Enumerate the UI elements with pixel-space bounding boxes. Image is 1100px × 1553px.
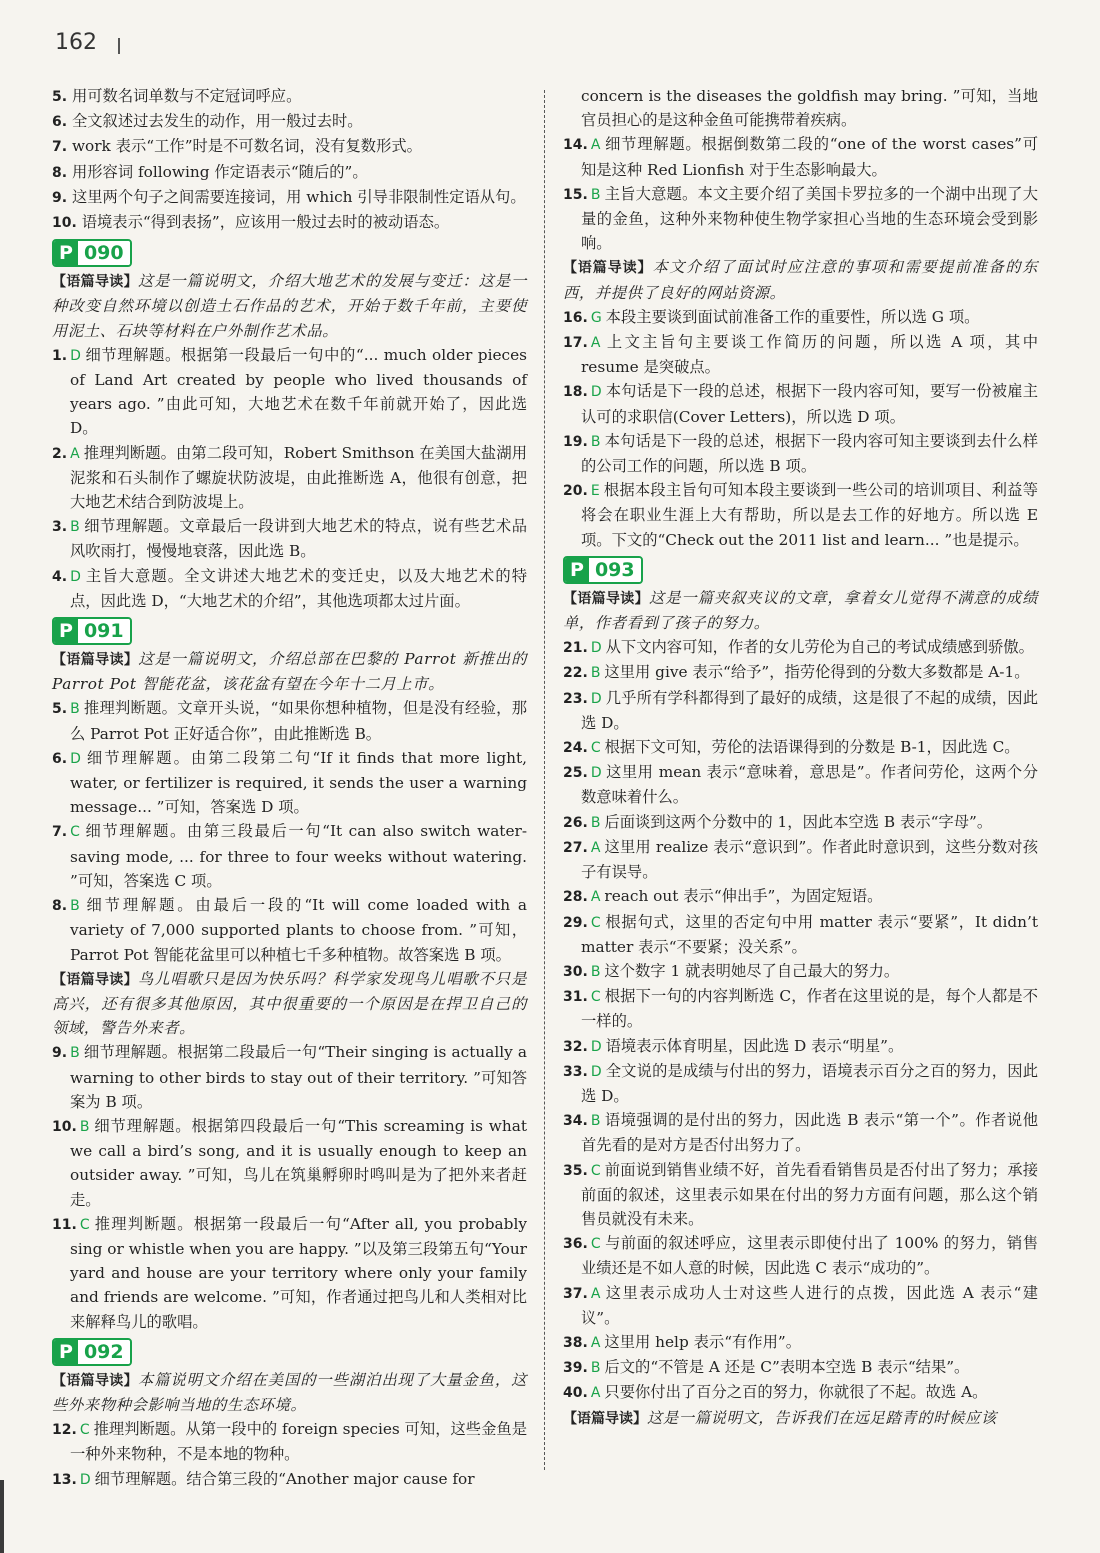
explanation-text: 这里用 realize 表示“意识到”。作者此时意识到，这些分数对孩子有误导。 (581, 837, 1038, 882)
badge-prefix: P (54, 241, 78, 265)
passage-guide (52, 1368, 527, 1417)
question-number: 6. (52, 750, 68, 767)
passage-guide-label: 【语篇导读】 (52, 652, 139, 669)
answer-letter: G (590, 309, 602, 326)
passage-guide-label: 【语篇导读】 (52, 274, 138, 291)
passage-guide-text: 这是一篇说明文，告诉我们在远足踏青的时候应该 (647, 1408, 997, 1427)
explanation-text: concern is the diseases the goldfish may bring. ”可知，当地官员担心的是这种金鱼可能携带着疾病。 (581, 87, 1038, 130)
answer-letter: B (590, 186, 601, 203)
passage-number-badge (52, 1338, 132, 1366)
question-number: 10. (52, 1118, 77, 1135)
answer-letter: D (590, 640, 602, 657)
answer-item (563, 1231, 1038, 1280)
passage-guide (563, 255, 1038, 304)
answer-item (563, 735, 1038, 760)
explanation-text: 细节理解题。文章最后一段讲到大地艺术的特点，说有些艺术品风吹雨打，慢慢地衰落，因此选 B。 (70, 517, 527, 561)
passage-guide-text: 这是一篇夹叙夹议的文章，拿着女儿觉得不满意的成绩单，作者看到了孩子的努力。 (563, 588, 1039, 633)
question-number: 2. (52, 445, 68, 462)
answer-item (563, 686, 1038, 735)
question-number: 21. (563, 640, 588, 657)
explanation-text: 这里用 mean 表示“意味着，意思是”。作者问劳伦，这两个分数意味着什么。 (581, 763, 1038, 807)
question-number: 32. (563, 1038, 588, 1055)
answer-item (52, 514, 527, 563)
answer-item (52, 109, 527, 134)
explanation-text: 细节理解题。根据倒数第二段的“one of the worst cases”可知是这种 Red Lionfish 对于生态影响最大。 (581, 135, 1038, 179)
question-number: 16. (563, 309, 588, 326)
explanation-text: 这里表示成功人士对这些人进行的点拨，因此选 A 表示“建议”。 (581, 1283, 1038, 1327)
answer-letter: B (590, 433, 601, 450)
explanation-text: 细节理解题。结合第三段的“Another major cause for (94, 1469, 475, 1488)
question-number: 20. (563, 483, 588, 500)
question-number: 26. (563, 814, 588, 831)
answer-letter: B (590, 1113, 601, 1130)
answer-item (52, 564, 527, 613)
question-number: 28. (563, 889, 588, 906)
answer-letter: A (590, 1285, 601, 1302)
explanation-text: 本段主要谈到面试前准备工作的重要性，所以选 G 项。 (605, 307, 980, 326)
answer-letter: B (590, 1360, 601, 1377)
explanation-text: 前面说到销售业绩不好，首先看看销售员是否付出了努力；承接前面的叙述，这里表示如果在付出的努力方面有问题，那么这个销售员就没有未来。 (581, 1160, 1038, 1228)
question-number: 5. (52, 89, 68, 105)
badge-prefix: P (54, 1340, 78, 1364)
question-number: 11. (52, 1216, 77, 1233)
answer-item (563, 182, 1038, 256)
question-number: 22. (563, 665, 588, 682)
explanation-text: 只要你付出了百分之百的努力，你就很了不起。故选 A。 (604, 1383, 988, 1402)
answer-item (563, 1380, 1038, 1405)
passage-guide-text: 这是一篇说明文，介绍大地艺术的发展与变迁：这是一种改变自然环境以创造土石作品的艺术，开始于数千年前，主要使用泥土、石块等材料在户外制作艺术品。 (52, 272, 528, 340)
badge-prefix: P (54, 619, 78, 643)
question-number: 38. (563, 1334, 588, 1351)
explanation-text: 从下文内容可知，作者的女儿劳伦为自己的考试成绩感到骄傲。 (605, 638, 1034, 657)
passage-guide (563, 586, 1038, 635)
answer-item (563, 1355, 1038, 1380)
question-number: 40. (563, 1385, 588, 1402)
explanation-text: work 表示“工作”时是不可数名词，没有复数形式。 (71, 137, 422, 156)
answer-letter: D (79, 1471, 91, 1488)
passage-guide-label: 【语篇导读】 (563, 260, 653, 277)
answer-letter: C (79, 1216, 90, 1233)
badge-prefix: P (565, 558, 589, 582)
column-divider (544, 90, 545, 1470)
question-number: 39. (563, 1360, 588, 1377)
answer-item (52, 746, 527, 820)
explanation-text: reach out 表示“伸出手”，为固定短语。 (604, 887, 883, 906)
answer-item (52, 1467, 527, 1492)
explanation-text: 这里两个句子之间需要连接词，用 which 引导非限制性定语从句。 (71, 187, 526, 206)
answer-letter: C (70, 824, 80, 841)
question-number: 18. (563, 384, 588, 401)
passage-number-badge (52, 239, 132, 267)
answer-item (563, 884, 1038, 909)
question-number: 33. (563, 1063, 588, 1080)
answer-item (563, 760, 1038, 809)
answer-item (563, 478, 1038, 552)
question-number: 19. (563, 433, 588, 450)
question-number: 14. (563, 137, 588, 154)
answer-letter: A (590, 889, 601, 906)
answer-item (563, 379, 1038, 428)
answer-letter: B (590, 963, 601, 980)
question-number: 31. (563, 989, 588, 1006)
explanation-text: 语境表示“得到表扬”，应该用一般过去时的被动语态。 (81, 213, 450, 232)
answer-item (563, 810, 1038, 835)
question-number: 7. (52, 824, 68, 841)
passage-guide (52, 647, 527, 696)
answer-item (52, 1417, 527, 1466)
answer-letter: D (590, 1063, 602, 1080)
answer-item (563, 984, 1038, 1033)
passage-number-badge (52, 617, 132, 645)
passage-guide (563, 1406, 1038, 1431)
answer-item (52, 819, 527, 893)
question-number: 13. (52, 1471, 77, 1488)
passage-guide-text: 鸟儿唱歌只是因为快乐吗？科学家发现鸟儿唱歌不只是高兴，还有很多其他原因，其中很重要的一个原因是在捍卫自己的领域，警告外来者。 (52, 969, 528, 1038)
answer-item (52, 84, 527, 109)
question-number: 6. (52, 114, 68, 131)
question-number: 23. (563, 690, 588, 707)
explanation-text: 本句话是下一段的总述，根据下一段内容可知主要谈到去什么样的公司工作的问题，所以选 B 项。 (581, 431, 1038, 476)
passage-section-header (52, 613, 527, 647)
question-number: 4. (52, 568, 68, 585)
answer-letter: A (590, 1334, 601, 1351)
question-number: 12. (52, 1422, 77, 1439)
answer-item (563, 1158, 1038, 1232)
question-number: 8. (52, 898, 68, 915)
explanation-text: 主旨大意题。本文主要介绍了美国卡罗拉多的一个湖中出现了大量的金鱼，这种外来物种使生物学家担心当地的生态环境会受到影响。 (581, 184, 1038, 253)
answer-item (563, 1034, 1038, 1059)
answer-item (563, 959, 1038, 984)
answer-letter: D (70, 347, 81, 364)
explanation-text: 后面谈到这两个分数中的 1，因此本空选 B 表示“字母”。 (604, 812, 993, 831)
passage-guide (52, 269, 527, 343)
explanation-text: 主旨大意题。全文讲述大地艺术的变迁史，以及大地艺术的特点，因此选 D，“大地艺术的介绍”，其他选项都太过片面。 (70, 566, 527, 610)
answer-letter: B (590, 665, 601, 682)
answer-letter: B (70, 519, 80, 536)
answer-item (52, 134, 527, 159)
badge-number: 090 (78, 241, 130, 265)
explanation-text: 这里用 give 表示“给予”，指劳伦得到的分数大多数都是 A-1。 (604, 663, 1030, 682)
badge-number: 092 (78, 1340, 130, 1364)
answer-letter: B (70, 701, 80, 718)
answer-item (563, 132, 1038, 181)
question-number: 30. (563, 963, 588, 980)
answer-item (563, 835, 1038, 884)
explanation-text: 上文主旨句主要谈工作简历的问题，所以选 A 项，其中 resume 是突破点。 (581, 333, 1038, 377)
explanation-text: 推理判断题。由第二段可知，Robert Smithson 在美国大盐湖用泥浆和石头制作了螺旋状防波堤，由此推断选 A，他很有创意，把大地艺术结合到防波堤上。 (70, 443, 527, 512)
answer-item (52, 343, 527, 441)
answer-letter: A (590, 839, 601, 856)
explanation-text: 推理判断题。根据第一段最后一句“After all, you probably sing or whistle when you are happy. ”以及第三段第五句“Your yard and house are your territory where only your family and friends are welcome. ”可知，作者通过把鸟儿和人类相对比来解释鸟儿的歌唱。 (70, 1214, 527, 1331)
explanation-text: 推理判断题。从第一段中的 foreign species 可知，这些金鱼是一种外来物种，不是本地的物种。 (70, 1420, 527, 1464)
explanation-text: 细节理解题。根据第四段最后一句“This screaming is what we call a bird’s song, and it is usually enough to keep an outsider away. ”可知，鸟儿在筑巢孵卵时鸣叫是为了把外来者赶走。 (70, 1116, 527, 1209)
explanation-text: 几乎所有学科都得到了最好的成绩，这是很了不起的成绩，因此选 D。 (581, 688, 1038, 732)
passage-guide-label: 【语篇导读】 (563, 1410, 647, 1427)
passage-section-header (52, 1334, 527, 1368)
explanation-text: 推理判断题。文章开头说，“如果你想种植物，但是没有经验，那么 Parrot Pot 正好适合你”，由此推断选 B。 (70, 699, 527, 743)
answer-item (563, 635, 1038, 660)
question-number: 35. (563, 1162, 588, 1179)
explanation-text: 用形容词 following 作定语表示“随后的”。 (71, 162, 368, 181)
question-number: 10. (52, 215, 77, 232)
passage-guide-label: 【语篇导读】 (563, 590, 649, 607)
answer-letter: D (590, 1038, 602, 1055)
explanation-text: 后文的“不管是 A 还是 C”表明本空选 B 表示“结果”。 (604, 1358, 970, 1377)
answer-letter: C (79, 1422, 90, 1439)
answer-item (52, 696, 527, 745)
badge-number: 091 (78, 619, 130, 643)
passage-guide-text: 本篇说明文介绍在美国的一些湖泊出现了大量金鱼，这些外来物种会影响当地的生态环境。 (52, 1370, 528, 1414)
answer-letter: D (70, 568, 81, 585)
question-number: 36. (563, 1236, 588, 1253)
explanation-text: 与前面的叙述呼应，这里表示即使付出了 100% 的努力，销售业绩还是不如人意的时候，因此选 C 表示“成功的”。 (581, 1234, 1038, 1278)
answer-letter: D (590, 765, 602, 782)
explanation-text: 本句话是下一段的总述，根据下一段内容可知，要写一份被雇主认可的求职信(Cover Letters)，所以选 D 项。 (581, 382, 1038, 426)
question-number: 34. (563, 1113, 588, 1130)
explanation-text: 根据句式，这里的否定句中用 matter 表示“要紧”，It didn’t matter 表示“不要紧；没关系”。 (581, 912, 1038, 956)
answer-letter: C (590, 740, 601, 757)
question-number: 27. (563, 839, 588, 856)
explanation-text: 根据本段主旨句可知本段主要谈到一些公司的培训项目、利益等将会在职业生涯上大有帮助，所以是去工作的好地方。所以选 E 项。下文的“Check out the 2011 list and learn... ”也是提示。 (581, 481, 1038, 549)
answer-item (52, 441, 527, 515)
answer-letter: C (590, 914, 601, 931)
question-number: 8. (52, 164, 68, 181)
question-number: 5. (52, 701, 68, 718)
question-number: 7. (52, 139, 68, 156)
left-column (52, 84, 527, 1492)
answer-letter: D (590, 384, 602, 401)
binding-edge (0, 1480, 4, 1553)
explanation-text: 细节理解题。根据第一段最后一句中的“... much older pieces of Land Art created by people who lived thousands of years ago. ”由此可知，大地艺术在数千年前就开始了，因此选 D。 (70, 345, 527, 438)
explanation-text: 根据下一句的内容判断选 C，作者在这里说的是，每个人都是不一样的。 (581, 987, 1038, 1031)
answer-item (52, 160, 527, 185)
answer-letter: B (70, 1045, 80, 1062)
passage-guide-text: 这是一篇说明文，介绍总部在巴黎的 Parrot 新推出的 Parrot Pot 智能花盆，该花盆有望在今年十二月上市。 (52, 650, 528, 694)
answer-item (563, 1330, 1038, 1355)
answer-letter: A (590, 335, 601, 352)
answer-item (52, 1040, 527, 1114)
answer-letter: C (590, 1162, 601, 1179)
passage-guide-label: 【语篇导读】 (52, 971, 138, 988)
question-number: 1. (52, 347, 68, 364)
answer-item (563, 1281, 1038, 1330)
explanation-text: 这里用 help 表示“有作用”。 (604, 1332, 802, 1351)
explanation-text: 全文叙述过去发生的动作，用一般过去时。 (71, 112, 363, 131)
explanation-text: 细节理解题。由最后一段的“It will come loaded with a variety of 7,000 supported plants to choose from. ”可知，Parrot Pot 智能花盆里可以种植七千多种植物。故答案选 B 项。 (70, 896, 527, 964)
question-number: 9. (52, 189, 68, 206)
answer-item (52, 210, 527, 235)
answer-letter: D (70, 750, 81, 767)
answer-item (52, 893, 527, 967)
question-number: 17. (563, 335, 588, 352)
page-number: 162 (55, 30, 97, 55)
passage-section-header (52, 235, 527, 269)
answer-item (563, 1108, 1038, 1157)
question-number: 37. (563, 1285, 588, 1302)
answer-letter: C (590, 1236, 601, 1253)
question-number: 15. (563, 186, 588, 203)
question-number: 29. (563, 914, 588, 931)
answer-letter: B (590, 814, 601, 831)
badge-number: 093 (589, 558, 641, 582)
explanation-text: 语境表示体育明星，因此选 D 表示“明星”。 (605, 1036, 904, 1055)
answer-item (563, 910, 1038, 959)
question-number: 24. (563, 740, 588, 757)
answer-letter: A (70, 445, 80, 462)
explanation-text: 细节理解题。由第三段最后一句“It can also switch water-saving mode, ... for three to four weeks without watering. ”可知，答案选 C 项。 (70, 822, 527, 890)
passage-guide-text: 本文介绍了面试时应注意的事项和需要提前准备的东西，并提供了良好的网站资源。 (563, 258, 1038, 302)
answer-letter: C (590, 989, 601, 1006)
explanation-text: 语境强调的是付出的努力，因此选 B 表示“第一个”。作者说他首先看的是对方是否付出努力了。 (581, 1111, 1038, 1155)
answer-item (563, 660, 1038, 685)
answer-letter: E (590, 483, 600, 500)
passage-guide (52, 967, 527, 1041)
passage-number-badge (563, 556, 643, 584)
answer-item-continued (563, 84, 1038, 132)
answer-item (52, 1114, 527, 1212)
answer-item (563, 330, 1038, 379)
answer-item (52, 185, 527, 210)
answer-item (563, 1059, 1038, 1108)
question-number: 9. (52, 1045, 68, 1062)
right-column (563, 84, 1038, 1431)
answer-item (52, 1212, 527, 1334)
explanation-text: 用可数名词单数与不定冠词呼应。 (71, 87, 302, 105)
explanation-text: 根据下文可知，劳伦的法语课得到的分数是 B-1，因此选 C。 (604, 738, 1020, 757)
answer-item (563, 305, 1038, 330)
answer-item (563, 429, 1038, 478)
answer-letter: A (590, 1385, 601, 1402)
question-number: 25. (563, 765, 588, 782)
explanation-text: 细节理解题。根据第二段最后一句“Their singing is actually a warning to other birds to stay out of their territory. ”可知答案为 B 项。 (70, 1043, 527, 1111)
answer-letter: B (70, 898, 80, 915)
page-number-divider (118, 38, 120, 54)
question-number: 3. (52, 519, 68, 536)
explanation-text: 这个数字 1 就表明她尽了自己最大的努力。 (604, 961, 900, 980)
explanation-text: 全文说的是成绩与付出的努力，语境表示百分之百的努力，因此选 D。 (581, 1061, 1038, 1105)
passage-section-header (563, 552, 1038, 586)
answer-letter: A (590, 137, 601, 154)
answer-letter: D (590, 690, 602, 707)
answer-letter: B (79, 1118, 90, 1135)
explanation-text: 细节理解题。由第二段第二句“If it finds that more light, water, or fertilizer is required, it sends the user a warning message... ”可知，答案选 D 项。 (70, 748, 527, 817)
passage-guide-label: 【语篇导读】 (52, 1372, 138, 1389)
